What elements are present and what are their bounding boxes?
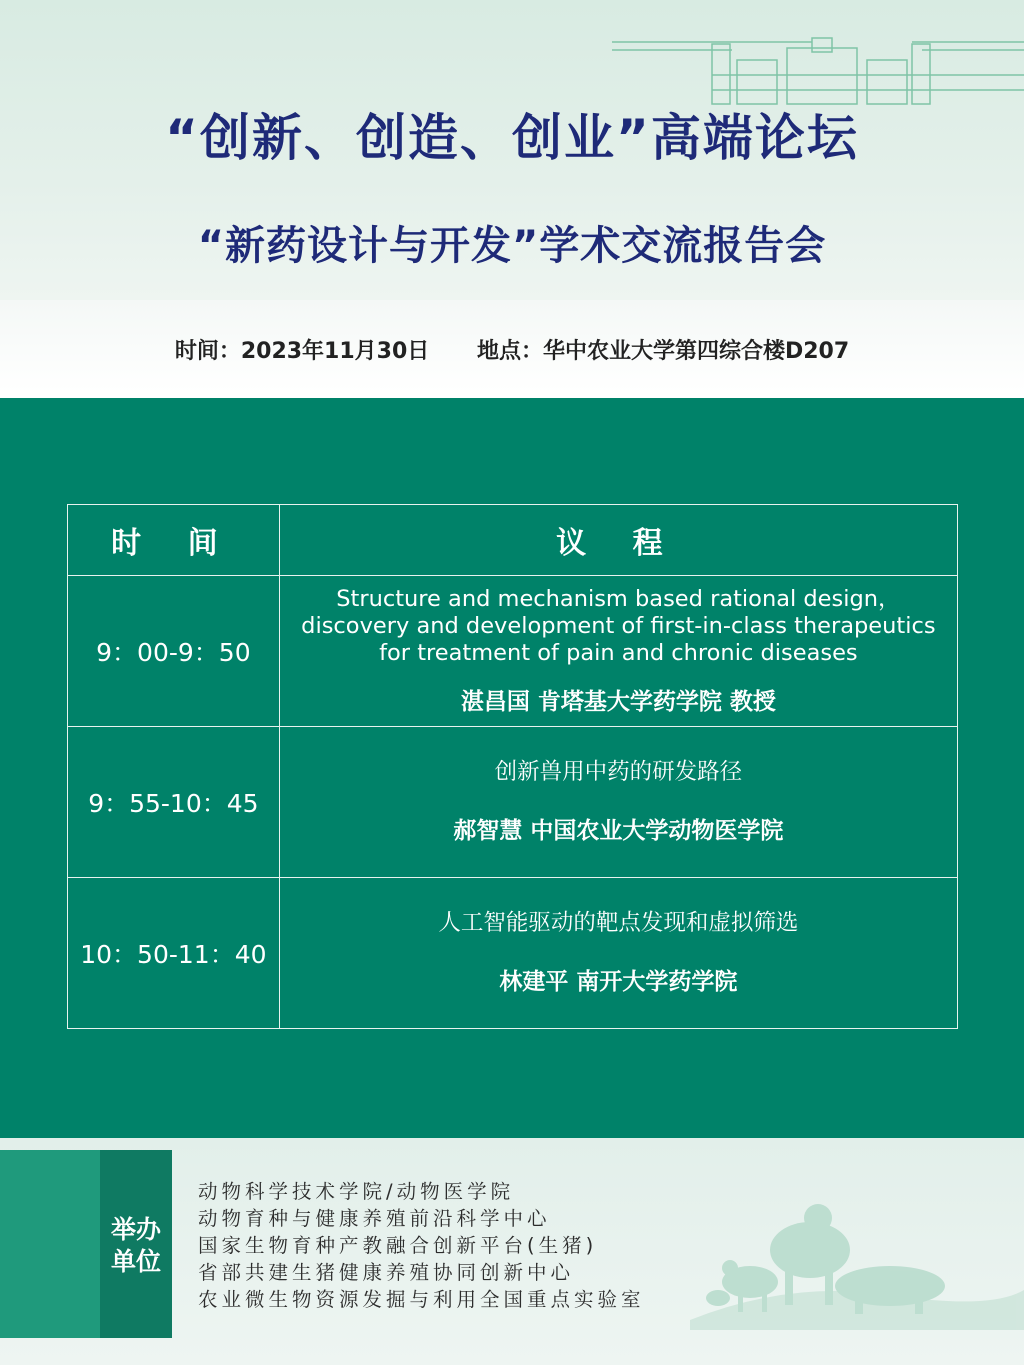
- talk-title: 创新兽用中药的研发路径: [494, 759, 743, 785]
- time-column-header: 时 间: [68, 505, 280, 576]
- organizer-item: 动物科学技术学院/动物医学院: [198, 1180, 515, 1203]
- organizer-label-line: 单位: [110, 1247, 161, 1276]
- agenda-row: [68, 878, 958, 1029]
- talk-title: [280, 586, 957, 667]
- event-place: 地点：华中农业大学第四综合楼D207: [476, 339, 850, 364]
- organizer-label: [100, 1214, 172, 1278]
- organizer-item: 省部共建生猪健康养殖协同创新中心: [198, 1261, 575, 1284]
- speaker-info: 林建平 南开大学药学院: [499, 969, 738, 995]
- organizer-item: 国家生物育种产教融合创新平台(生猪): [198, 1234, 598, 1257]
- event-info: [0, 334, 1024, 365]
- livestock-silhouette-illustration: [690, 1190, 1024, 1330]
- session-time: 10：50-11：40: [68, 878, 280, 1029]
- footer-accent-block: [0, 1150, 100, 1338]
- organizer-item: 动物育种与健康养殖前沿科学中心: [198, 1207, 551, 1230]
- speaker-info: 郝智慧 中国农业大学动物医学院: [453, 818, 784, 844]
- forum-title: “创新、创造、创业”高端论坛: [165, 109, 859, 167]
- session-topic: [279, 727, 957, 878]
- session-time: 9：55-10：45: [68, 727, 280, 878]
- organizer-label-line: 举办: [110, 1215, 161, 1244]
- talk-title-line: discovery and development of first-in-class therapeutics: [301, 613, 936, 639]
- agenda-header-row: [68, 505, 958, 576]
- organizer-list: [198, 1178, 645, 1313]
- agenda-row: [68, 576, 958, 727]
- session-time: 9：00-9：50: [68, 576, 280, 727]
- session-topic: [279, 878, 957, 1029]
- organizer-item: 农业微生物资源发掘与利用全国重点实验室: [198, 1288, 645, 1311]
- talk-title-line: for treatment of pain and chronic diseases: [379, 640, 858, 666]
- talk-title: 人工智能驱动的靶点发现和虚拟筛选: [438, 910, 799, 936]
- talk-title-line: Structure and mechanism based rational design，: [336, 586, 901, 612]
- session-topic: [279, 576, 957, 727]
- event-time: 时间：2023年11月30日: [174, 339, 430, 364]
- event-subtitle: “新药设计与开发”学术交流报告会: [197, 223, 827, 269]
- speaker-info: 湛昌国 肯塔基大学药学院 教授: [460, 689, 776, 715]
- agenda-row: [68, 727, 958, 878]
- program-column-header: 议 程: [279, 505, 957, 576]
- agenda-table: [67, 504, 958, 1029]
